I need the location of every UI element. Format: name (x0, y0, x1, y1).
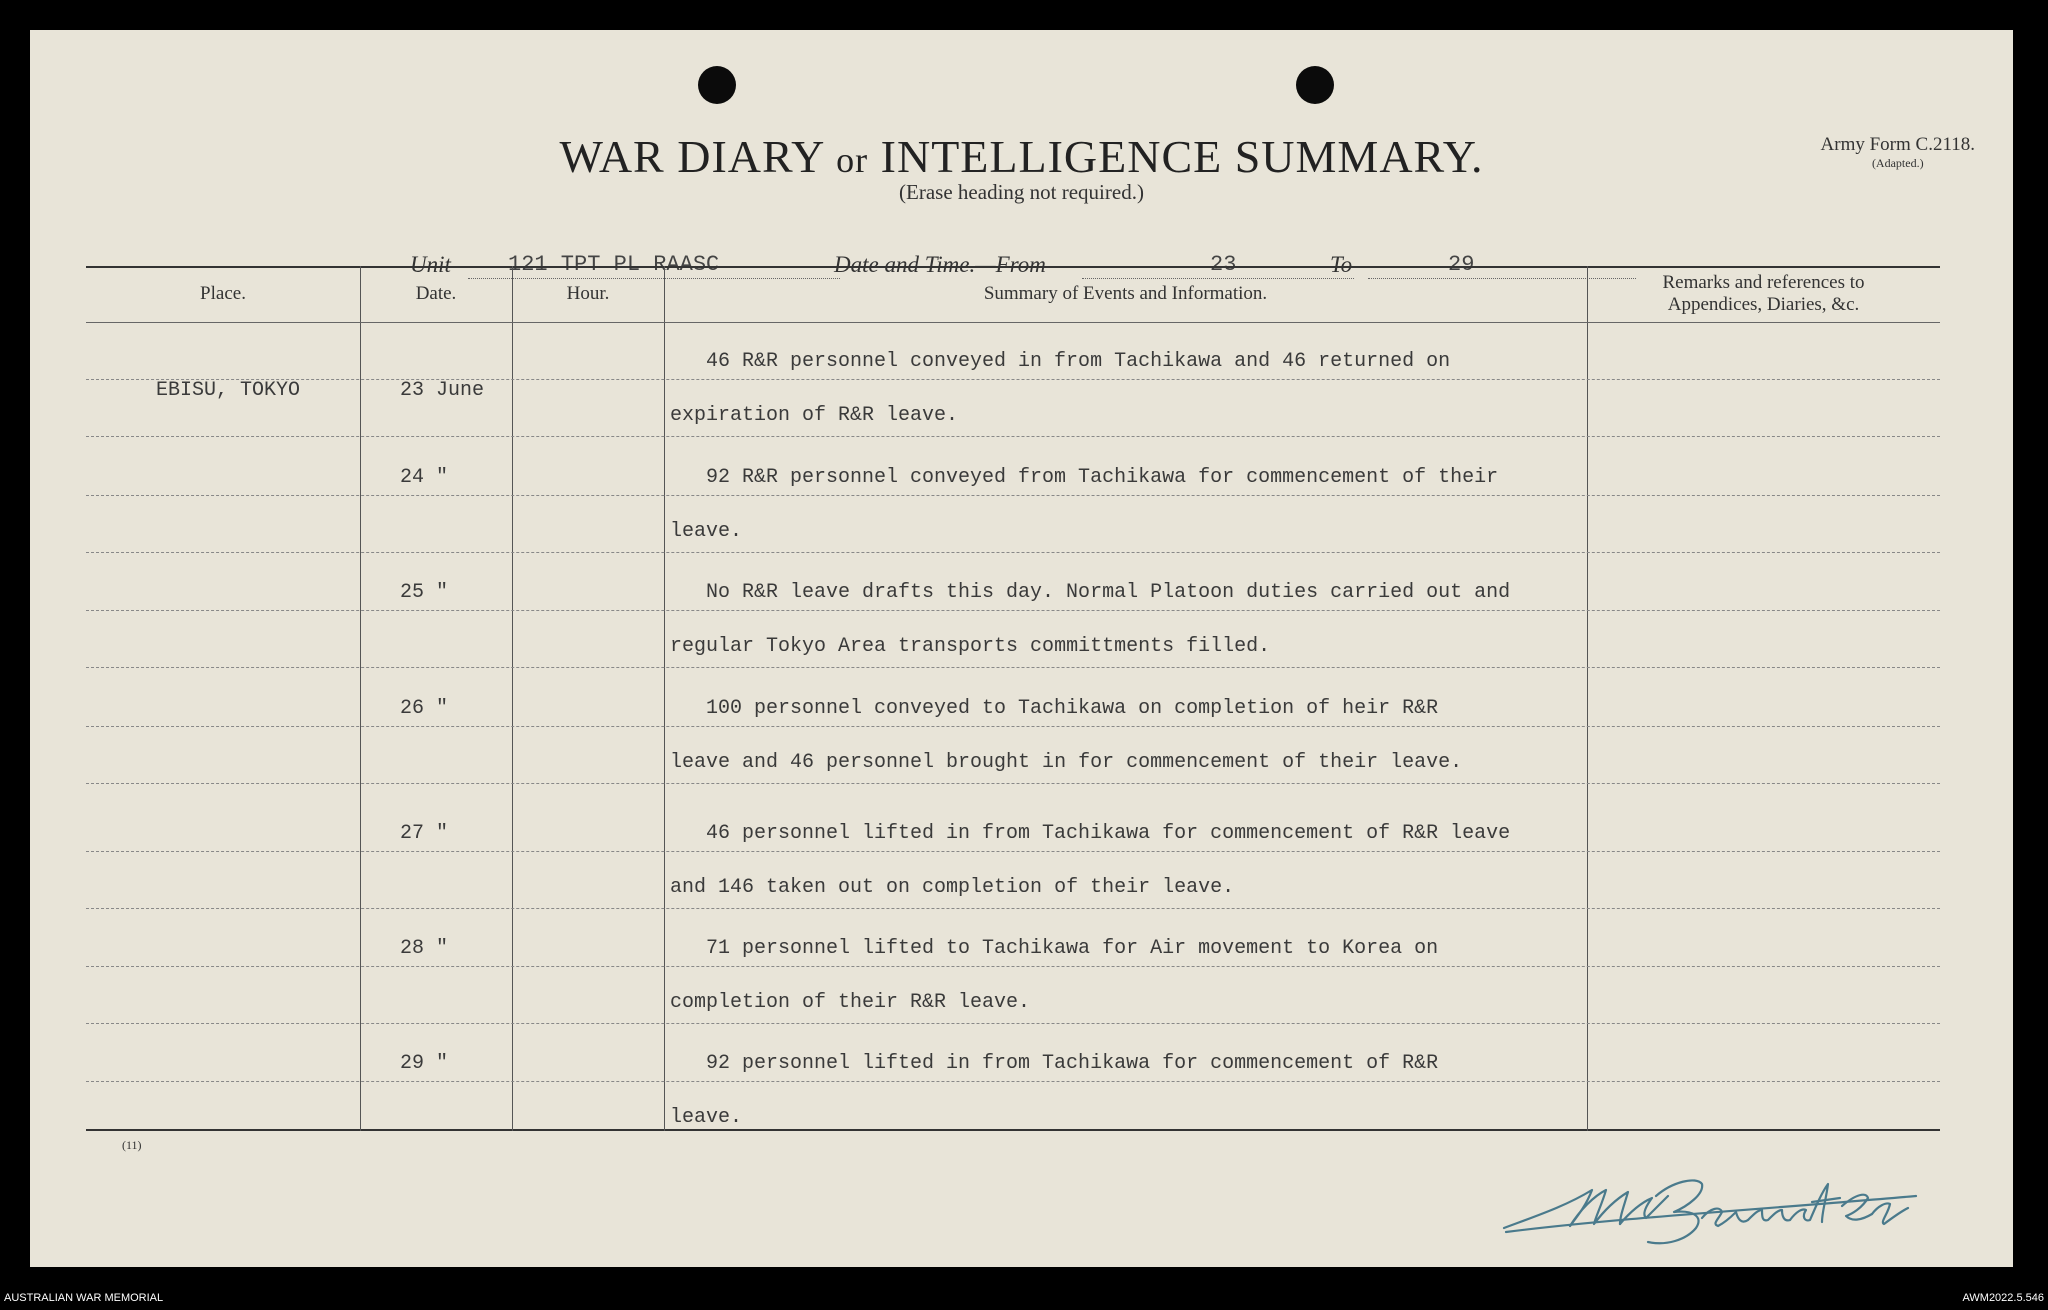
header-hour: Hour. (566, 283, 610, 304)
date-cell: 29 " (400, 1052, 449, 1075)
date-cell: 25 " (400, 581, 449, 604)
credit-left: AUSTRALIAN WAR MEMORIAL (4, 1292, 164, 1304)
header-remarks (1587, 266, 1940, 322)
form-number-text: Army Form C.2118. (1820, 134, 1975, 155)
form-title (30, 130, 2013, 183)
header-remarks-line2: Appendices, Diaries, &c. (1667, 294, 1860, 315)
date-from-label: Date and Time.—From (834, 252, 1046, 277)
signature (1496, 1136, 1926, 1286)
summary-line: expiration of R&R leave. (670, 404, 959, 427)
row-rule (86, 610, 1940, 611)
row-rule (86, 667, 1940, 668)
form-subtitle: (Erase heading not required.) (899, 180, 1144, 204)
column-divider (664, 266, 665, 1131)
summary-line: 46 personnel lifted in from Tachikawa for commencement of R&R leave (706, 822, 1511, 845)
unit-label: Unit (410, 252, 451, 277)
row-rule (86, 552, 1940, 553)
punch-hole-right (1296, 66, 1334, 104)
row-rule (86, 436, 1940, 437)
punch-hole-left (698, 66, 736, 104)
header-place: Place. (200, 283, 246, 304)
form-page-number: (11) (122, 1138, 142, 1152)
row-rule (86, 726, 1940, 727)
date-cell: 23 June (400, 379, 485, 402)
row-rule (86, 379, 1940, 380)
header-summary: Summary of Events and Information. (983, 283, 1268, 304)
summary-line: and 146 taken out on completion of their leave. (670, 876, 1235, 899)
title-war-diary: WAR DIARY (559, 131, 824, 182)
summary-line: leave and 46 personnel brought in for commencement of their leave. (670, 751, 1463, 774)
to-value: 29 (1448, 252, 1475, 277)
summary-line: 92 R&R personnel conveyed from Tachikawa for commencement of their (706, 466, 1499, 489)
header-remarks-line1: Remarks and references to (1662, 272, 1865, 293)
summary-line: completion of their R&R leave. (670, 991, 1031, 1014)
summary-line: 46 R&R personnel conveyed in from Tachikawa and 46 returned on (706, 350, 1451, 373)
row-rule (86, 783, 1940, 784)
summary-line: regular Tokyo Area transports committments filled. (670, 635, 1271, 658)
header-rule (86, 322, 1940, 323)
summary-line: No R&R leave drafts this day. Normal Platoon duties carried out and (706, 581, 1511, 604)
date-cell: 26 " (400, 697, 449, 720)
row-rule (86, 1081, 1940, 1082)
date-cell: 24 " (400, 466, 449, 489)
row-rule (86, 1023, 1940, 1024)
row-rule (86, 908, 1940, 909)
summary-line: 92 personnel lifted in from Tachikawa for commencement of R&R (706, 1052, 1439, 1075)
summary-line: 71 personnel lifted to Tachikawa for Air movement to Korea on (706, 937, 1439, 960)
header-date: Date. (415, 283, 457, 304)
summary-line: leave. (670, 520, 743, 543)
diary-page (30, 30, 2013, 1267)
column-divider (512, 266, 513, 1131)
to-label: To (1330, 252, 1353, 277)
from-value: 23 (1210, 252, 1237, 277)
column-divider (1587, 266, 1588, 1131)
diary-table (86, 266, 1940, 1131)
credit-right: AWM2022.5.546 (1962, 1292, 2044, 1304)
title-or: or (836, 140, 869, 180)
unit-value: 121 TPT PL RAASC (508, 252, 720, 277)
place-cell: EBISU, TOKYO (156, 379, 301, 402)
date-cell: 27 " (400, 822, 449, 845)
row-rule (86, 495, 1940, 496)
title-intelligence-summary: INTELLIGENCE SUMMARY. (880, 131, 1484, 182)
form-number (1821, 134, 1975, 171)
summary-line: leave. (670, 1106, 743, 1129)
table-bottom-rule (86, 1129, 1940, 1131)
summary-line: 100 personnel conveyed to Tachikawa on completion of heir R&R (706, 697, 1439, 720)
form-adapted-text: (Adapted.) (1871, 156, 1924, 170)
row-rule (86, 851, 1940, 852)
date-cell: 28 " (400, 937, 449, 960)
row-rule (86, 966, 1940, 967)
column-divider (360, 266, 361, 1131)
